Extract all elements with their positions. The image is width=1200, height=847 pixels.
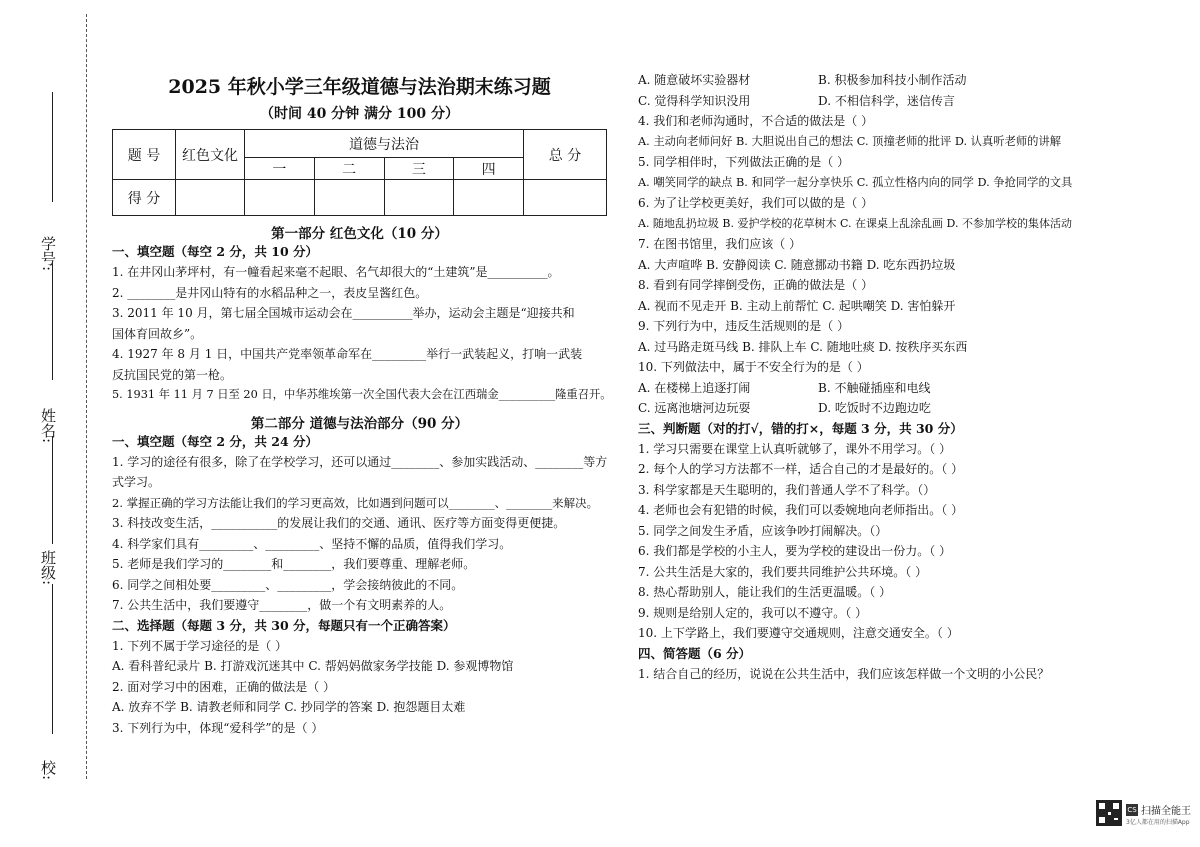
choice-q5-options: A. 嘲笑同学的缺点 B. 和同学一起分享快乐 C. 孤立性格内向的同学 D. 争抢同学的文具 bbox=[638, 175, 1073, 189]
student-no-line bbox=[52, 92, 53, 202]
left-column bbox=[112, 66, 612, 738]
part2-fill-line-8: 7. 公共生活中，我们要遵守________，做一个有文明素养的人。 bbox=[112, 598, 452, 612]
judge-q10: 10. 上下学路上，我们要遵守交通规则，注意交通安全。（ ） bbox=[638, 626, 959, 640]
score-cell-2[interactable] bbox=[314, 180, 384, 216]
judge-q4: 4. 老师也会有犯错的时候，我们可以委婉地向老师指出。（ ） bbox=[638, 503, 964, 517]
choice-q7-options: A. 大声喧哗 B. 安静阅读 C. 随意挪动书籍 D. 吃东西扔垃圾 bbox=[638, 257, 956, 272]
part2-choice-head: 二、选择题（每题 3 分，共 30 分，每题只有一个正确答案） bbox=[112, 617, 456, 633]
judge-q1: 1. 学习只需要在课堂上认真听就够了，课外不用学习。（ ） bbox=[638, 441, 952, 456]
choice-q6: 6. 为了让学校更美好，我们可以做的是（ ） bbox=[638, 196, 874, 210]
score-table-moral-law: 道德与法治 bbox=[245, 130, 524, 158]
score-cell-3[interactable] bbox=[384, 180, 454, 216]
school-label: 校: bbox=[39, 760, 57, 781]
part2-heading: 第二部分 道德与法治部分（90 分） bbox=[250, 415, 469, 432]
choice-q4: 4. 我们和老师沟通时，不合适的做法是（ ） bbox=[638, 114, 874, 128]
part1-line-7: 5. 1931 年 11 月 7 日至 20 日，中华苏维埃第一次全国代表大会在江西瑞金__________隆重召开。 bbox=[112, 388, 612, 401]
choice-q1-options: A. 看科普纪录片 B. 打游戏沉迷其中 C. 帮妈妈做家务学技能 D. 参观博物馆 bbox=[112, 659, 514, 673]
choice-q9-options: A. 过马路走斑马线 B. 排队上车 C. 随地吐痰 D. 按秩序买东西 bbox=[638, 339, 968, 354]
class-line bbox=[52, 584, 53, 734]
binding-margin bbox=[0, 0, 95, 847]
score-cell-4[interactable] bbox=[454, 180, 524, 216]
judge-q6: 6. 我们都是学校的小主人，要为学校的建设出一份力。（ ） bbox=[638, 544, 952, 558]
score-table-score-label: 得 分 bbox=[113, 180, 176, 216]
judge-q3: 3. 科学家都是天生聪明的，我们普通人学不了科学。（） bbox=[638, 482, 936, 497]
part1-line-4: 国体育回故乡”。 bbox=[112, 326, 203, 341]
choice-q7: 7. 在图书馆里，我们应该（ ） bbox=[638, 237, 802, 251]
choice-q10-option-a: A. 在楼梯上追逐打闹 bbox=[638, 380, 751, 395]
part2-fill-line-7: 6. 同学之间相处要_________、_________，学会接纳彼此的不同。 bbox=[112, 577, 464, 592]
choice-q3-option-d: D. 不相信科学，迷信传言 bbox=[818, 93, 955, 108]
choice-q1: 1. 下列不属于学习途径的是（ ） bbox=[112, 638, 288, 653]
choice-q9: 9. 下列行为中，违反生活规则的是（ ） bbox=[638, 319, 850, 333]
part2-fill-line-1: 1. 学习的途径有很多，除了在学校学习，还可以通过________、参加实践活动、________等方 bbox=[112, 454, 608, 469]
part2-fill-line-6: 5. 老师是我们学习的________和________，我们要尊重、理解老师。 bbox=[112, 557, 476, 571]
score-cell-total[interactable] bbox=[524, 180, 607, 216]
camscanner-logo-icon: CS bbox=[1127, 806, 1137, 814]
choice-q10-option-b: B. 不触碰插座和电线 bbox=[818, 380, 931, 395]
choice-q10: 10. 下列做法中，属于不安全行为的是（ ） bbox=[638, 360, 869, 374]
score-table-col-2: 二 bbox=[314, 158, 384, 180]
judge-q8: 8. 热心帮助别人，能让我们的生活更温暖。（ ） bbox=[638, 585, 892, 599]
score-table-col-4: 四 bbox=[454, 158, 524, 180]
choice-q8: 8. 看到有同学摔倒受伤，正确的做法是（ ） bbox=[638, 278, 874, 292]
part2-fill-head: 一、填空题（每空 2 分，共 24 分） bbox=[112, 433, 319, 449]
short-answer-q1: 1. 结合自己的经历，说说在公共生活中，我们应该怎样做一个文明的小公民？ bbox=[638, 666, 1050, 681]
choice-q3-option-b: B. 积极参加科技小制作活动 bbox=[818, 73, 967, 87]
choice-q10-option-c: C. 远离池塘河边玩耍 bbox=[638, 401, 751, 415]
name-line bbox=[52, 436, 53, 544]
short-answer-head: 四、简答题（6 分） bbox=[638, 645, 752, 661]
score-table-number-label: 题 号 bbox=[113, 130, 176, 180]
part2-fill-line-5: 4. 科学家们具有_________、_________、坚持不懈的品质，值得我们学习。 bbox=[112, 536, 512, 551]
choice-q3-options-row-1 bbox=[638, 70, 1108, 91]
score-cell-red[interactable] bbox=[176, 180, 245, 216]
judge-q2: 2. 每个人的学习方法都不一样，适合自己的才是最好的。（ ） bbox=[638, 462, 964, 476]
judge-q5: 5. 同学之间发生矛盾，应该争吵打闹解决。（） bbox=[638, 523, 888, 538]
score-table-col-3: 三 bbox=[384, 158, 454, 180]
part2-fill-line-2: 式学习。 bbox=[112, 475, 161, 489]
name-label: 姓名: bbox=[39, 408, 57, 444]
qr-code-icon bbox=[1096, 800, 1122, 826]
score-cell-1[interactable] bbox=[245, 180, 315, 216]
choice-q5: 5. 同学相伴时，下列做法正确的是（ ） bbox=[638, 155, 850, 169]
scanner-logo-text: 扫描全能王 bbox=[1141, 806, 1191, 817]
binding-dashed-line bbox=[86, 14, 87, 779]
judge-q7: 7. 公共生活是大家的，我们要共同维护公共环境。（ ） bbox=[638, 564, 928, 579]
part1-heading: 第一部分 红色文化（10 分） bbox=[271, 226, 448, 242]
choice-q10-options-row-1 bbox=[638, 378, 1108, 399]
choice-q6-options: A. 随地乱扔垃圾 B. 爱护学校的花草树木 C. 在课桌上乱涂乱画 D. 不参加学校的集体活动 bbox=[638, 216, 1072, 230]
choice-q2: 2. 面对学习中的困难，正确的做法是（ ） bbox=[112, 679, 336, 694]
choice-q2-options: A. 放弃不学 B. 请教老师和同学 C. 抄同学的答案 D. 抱怨题目太难 bbox=[112, 700, 466, 714]
choice-q10-option-d: D. 吃饭时不边跑边吃 bbox=[818, 401, 931, 415]
score-table-total: 总 分 bbox=[524, 130, 607, 180]
score-table-red-culture: 红色文化 bbox=[176, 130, 245, 180]
part1-line-6: 反抗国民党的第一枪。 bbox=[112, 367, 233, 382]
part1-line-3: 3. 2011 年 10 月，第七届全国城市运动会在__________举办，运动会主题是“迎接共和 bbox=[112, 306, 575, 320]
right-column bbox=[638, 70, 1108, 684]
part1-line-1: 1. 在井冈山茅坪村，有一幢看起来毫不起眼、名气却很大的“土建筑”是__________。 bbox=[112, 265, 560, 279]
scanner-watermark bbox=[1096, 800, 1191, 830]
part1-fill-head: 一、填空题（每空 2 分，共 10 分） bbox=[112, 244, 319, 259]
part1-line-2: 2. ________是井冈山特有的水稻品种之一，表皮呈酱红色。 bbox=[112, 285, 428, 300]
choice-q4-options: A. 主动向老师问好 B. 大胆说出自己的想法 C. 顶撞老师的批评 D. 认真听老师的讲解 bbox=[638, 134, 1062, 148]
choice-q3-option-c: C. 觉得科学知识没用 bbox=[638, 93, 751, 108]
name-line-upper bbox=[52, 300, 53, 380]
score-table bbox=[112, 129, 607, 216]
part1-line-5: 4. 1927 年 8 月 1 日，中国共产党率领革命军在_________举行一武装起义，打响一武装 bbox=[112, 347, 583, 361]
score-table-col-1: 一 bbox=[245, 158, 315, 180]
choice-q3: 3. 下列行为中，体现“爱科学”的是（ ） bbox=[112, 720, 324, 735]
part2-fill-line-3: 2. 掌握正确的学习方法能让我们的学习更高效，比如遇到问题可以________、________来解决。 bbox=[112, 495, 599, 510]
part2-fill-line-4: 3. 科技改变生活，___________的发展让我们的交通、通讯、医疗等方面变得更便捷。 bbox=[112, 516, 566, 530]
choice-q3-options-row-2 bbox=[638, 91, 1108, 112]
exam-title: 2025 年秋小学三年级道德与法治期末练习题 bbox=[168, 76, 551, 98]
choice-q8-options: A. 视而不见走开 B. 主动上前帮忙 C. 起哄嘲笑 D. 害怕躲开 bbox=[638, 298, 956, 313]
judge-q9: 9. 规则是给别人定的，我可以不遵守。（ ） bbox=[638, 605, 868, 620]
class-label: 班级: bbox=[39, 550, 57, 586]
student-no-label: 学号: bbox=[39, 236, 57, 272]
scanner-logo-subtext: 3亿人都在用的扫描App bbox=[1126, 819, 1190, 826]
choice-q10-options-row-2 bbox=[638, 398, 1108, 419]
judge-head: 三、判断题（对的打√，错的打×，每题 3 分，共 30 分） bbox=[638, 420, 963, 436]
exam-subtitle: （时间 40 分钟 满分 100 分） bbox=[259, 106, 460, 122]
choice-q3-option-a: A. 随意破坏实验器材 bbox=[638, 73, 751, 87]
